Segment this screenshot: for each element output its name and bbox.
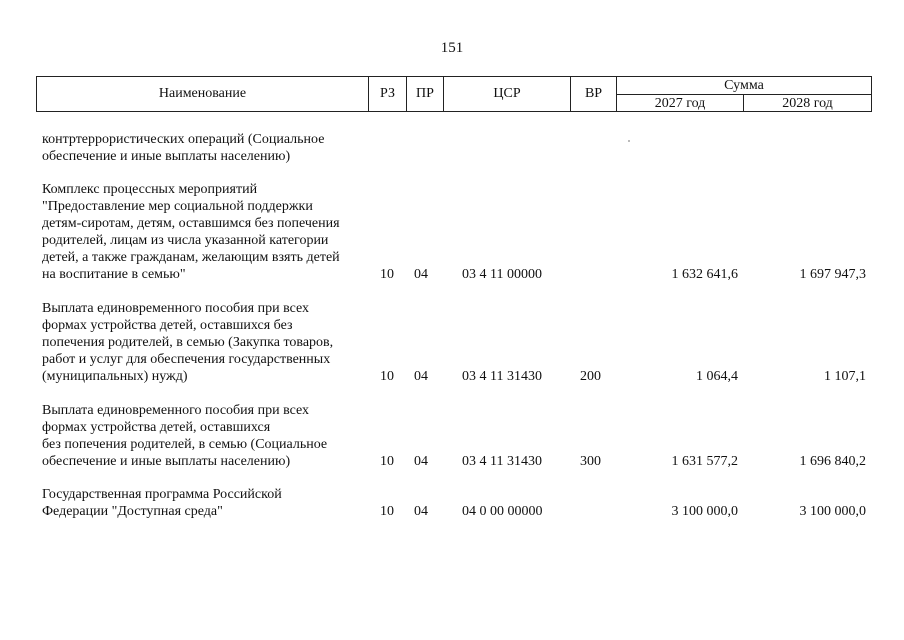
row-name-line: детям-сиротам, детям, оставшимся без попечения xyxy=(42,216,340,231)
row-sum-2027: 1 064,4 xyxy=(696,369,738,384)
row-name-line: обеспечение и иные выплаты населению) xyxy=(42,454,291,469)
row-sum-2027: 3 100 000,0 xyxy=(671,504,738,519)
row-name-line: контртеррористических операций (Социальное xyxy=(42,132,325,147)
row-name-line: Государственная программа Российской xyxy=(42,487,282,502)
row-name xyxy=(42,181,372,283)
header-sum: Сумма xyxy=(724,77,764,93)
row-pr: 04 xyxy=(414,454,428,469)
row-name-line: попечения родителей, в семью (Закупка товаров, xyxy=(42,335,334,350)
header-rz: РЗ xyxy=(380,86,395,101)
row-sum-2028: 1 696 840,2 xyxy=(799,454,866,469)
row-name-line: на воспитание в семью" xyxy=(42,267,186,282)
row-name-line: "Предоставление мер социальной поддержки xyxy=(42,199,313,214)
row-name-line: обеспечение и иные выплаты населению) xyxy=(42,149,291,164)
row-csr: 03 4 11 31430 xyxy=(462,454,542,469)
header-vr: ВР xyxy=(584,86,603,101)
header-year-2028: 2028 год xyxy=(782,95,833,111)
row-csr: 04 0 00 00000 xyxy=(462,504,543,519)
row-name-line: Выплата единовременного пособия при всех xyxy=(42,301,310,316)
row-name-line: (муниципальных) нужд) xyxy=(42,369,188,384)
row-sum-2027: 1 631 577,2 xyxy=(671,454,738,469)
row-name xyxy=(42,131,372,165)
row-name-line: работ и услуг для обеспечения государственных xyxy=(42,352,331,367)
row-vr: 300 xyxy=(580,454,601,469)
row-rz: 10 xyxy=(380,504,394,519)
row-name xyxy=(42,300,372,385)
row-name xyxy=(42,402,372,470)
row-name-line: формах устройства детей, оставшихся без xyxy=(42,318,293,333)
header-pr: ПР xyxy=(416,86,434,101)
page-number: 151 xyxy=(440,40,464,56)
row-sum-2028: 3 100 000,0 xyxy=(799,504,866,519)
row-name xyxy=(42,486,372,520)
row-name-line: Комплекс процессных мероприятий xyxy=(42,182,258,197)
row-rz: 10 xyxy=(380,267,394,282)
scan-speck xyxy=(628,140,630,142)
row-sum-2028: 1 697 947,3 xyxy=(799,267,866,282)
row-name-line: Выплата единовременного пособия при всех xyxy=(42,403,310,418)
row-sum-2027: 1 632 641,6 xyxy=(671,267,738,282)
header-csr: ЦСР xyxy=(493,86,521,101)
row-rz: 10 xyxy=(380,454,394,469)
header-name: Наименование xyxy=(158,86,247,101)
row-pr: 04 xyxy=(414,369,428,384)
row-pr: 04 xyxy=(414,267,428,282)
row-vr: 200 xyxy=(580,369,601,384)
row-name-line: формах устройства детей, оставшихся xyxy=(42,420,271,435)
header-year-2027: 2027 год xyxy=(654,95,706,111)
row-name-line: родителей, лицам из числа указанной категории xyxy=(42,233,329,248)
table-header xyxy=(36,76,872,112)
row-sum-2028: 1 107,1 xyxy=(824,369,866,384)
row-name-line: Федерации "Доступная среда" xyxy=(42,504,223,519)
row-csr: 03 4 11 00000 xyxy=(462,267,542,282)
row-pr: 04 xyxy=(414,504,428,519)
row-name-line: детей, а также гражданам, желающим взять детей xyxy=(42,250,340,265)
row-csr: 03 4 11 31430 xyxy=(462,369,542,384)
row-rz: 10 xyxy=(380,369,394,384)
row-name-line: без попечения родителей, в семью (Социальное xyxy=(42,437,328,452)
